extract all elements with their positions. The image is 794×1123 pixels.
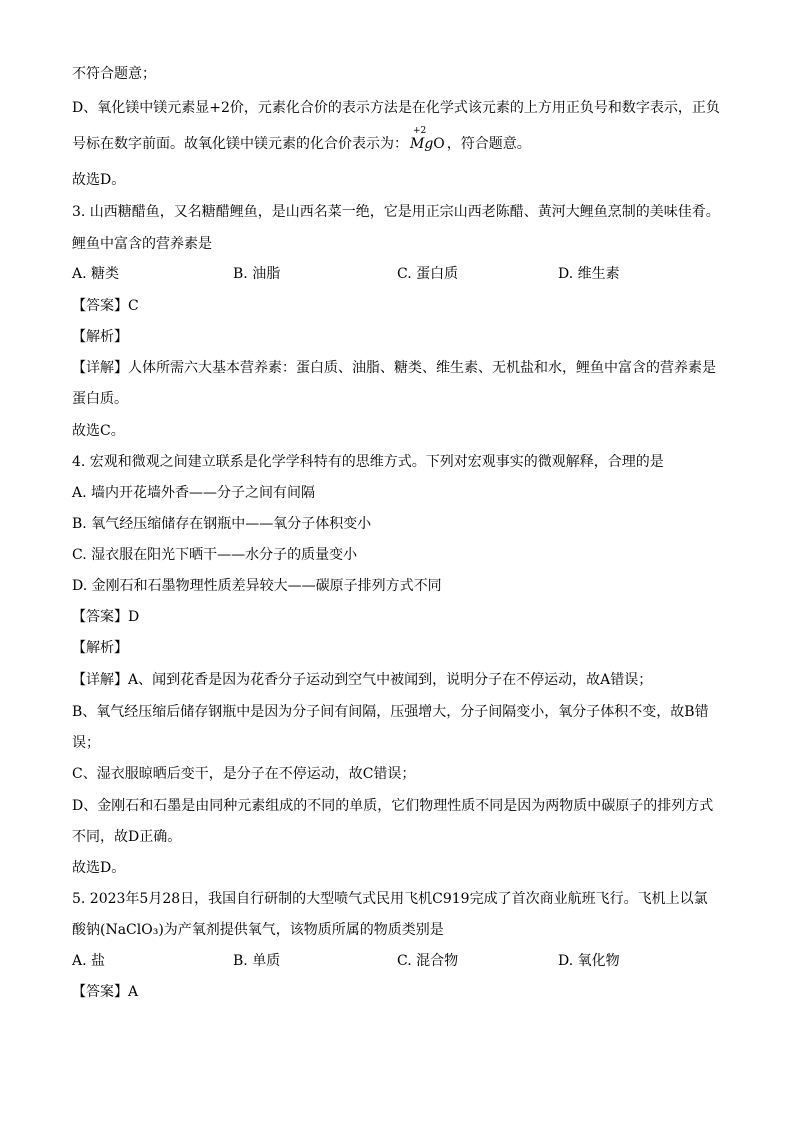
option-a: A. 盐	[72, 953, 106, 969]
question-3-stem: 3. 山西糖醋鱼，又名糖醋鲤鱼，是山西名菜一绝，它是用正宗山西老陈醋、黄河大鲤鱼烹制的美味佳肴。	[72, 204, 720, 220]
option-b: B. 氧气经压缩储存在钢瓶中——氧分子体积变小	[72, 516, 372, 532]
option-d: D. 金刚石和石墨物理性质差异较大——碳原子排列方式不同	[72, 578, 442, 594]
valence-superscript: +2	[413, 126, 427, 136]
valence-formula	[410, 126, 445, 154]
question-5-options	[72, 951, 732, 971]
conclusion-text: 故选C。	[72, 423, 125, 439]
option-a: A. 墙内开花墙外香——分子之间有间隔	[72, 485, 316, 501]
conclusion-text: 故选D。	[72, 860, 126, 876]
formula-element: Mg	[410, 136, 434, 152]
question-4-stem: 4. 宏观和微观之间建立联系是化学学科特有的思维方式。下列对宏观事实的微观解释，合理的是	[72, 454, 664, 470]
detail-text: D、金刚石和石墨是由同种元素组成的不同的单质，它们物理性质不同是因为两物质中碳原子的排列方式	[72, 798, 714, 814]
option-d: D. 维生素	[558, 266, 620, 282]
detail-text: 蛋白质。	[72, 391, 128, 407]
answer-label: 【答案】C	[72, 298, 139, 314]
text-span: ，符合题意。	[446, 136, 531, 152]
text-line: D、氧化镁中镁元素显+2价，元素化合价的表示方法是在化学式该元素的上方用正负号和数字表示，正负	[72, 100, 720, 116]
detail-text: 误；	[72, 735, 100, 751]
option-d: D. 氧化物	[558, 953, 620, 969]
option-b: B. 油脂	[233, 266, 281, 282]
question-5-stem: 5. 2023年5月28日，我国自行研制的大型喷气式民用飞机C919完成了首次商业航班飞行。飞机上以氯	[72, 891, 708, 907]
question-5-stem: 酸钠(NaClO₃)为产氧剂提供氧气，该物质所属的物质类别是	[72, 922, 444, 938]
formula-oxygen: O	[433, 136, 445, 152]
detail-text: 不同，故D正确。	[72, 829, 182, 845]
answer-label: 【答案】D	[72, 609, 140, 625]
option-c: C. 湿衣服在阳光下晒干——水分子的质量变小	[72, 547, 358, 563]
answer-label: 【答案】A	[72, 984, 139, 1000]
analysis-label: 【解析】	[72, 640, 128, 656]
analysis-label: 【解析】	[72, 329, 128, 345]
detail-text: C、湿衣服晾晒后变干，是分子在不停运动，故C错误；	[72, 766, 416, 782]
option-c: C. 混合物	[397, 953, 459, 969]
detail-text: B、氧气经压缩后储存钢瓶中是因为分子间有间隔，压强增大，分子间隔变小，氧分子体积不变，故B错	[72, 704, 709, 720]
text-line: 不符合题意；	[72, 66, 156, 82]
text-span: 号标在数字前面。故氧化镁中镁元素的化合价表示为：	[72, 136, 408, 152]
option-c: C. 蛋白质	[397, 266, 459, 282]
option-a: A. 糖类	[72, 266, 120, 282]
detail-text: 【详解】人体所需六大基本营养素：蛋白质、油脂、糖类、维生素、无机盐和水，鲤鱼中富含的营养素是	[72, 360, 716, 376]
question-3-options	[72, 264, 732, 284]
text-line: 故选D。	[72, 172, 126, 188]
text-line	[72, 126, 531, 152]
question-3-stem: 鲤鱼中富含的营养素是	[72, 236, 212, 252]
option-b: B. 单质	[233, 953, 281, 969]
detail-text: 【详解】A、闻到花香是因为花香分子运动到空气中被闻到，说明分子在不停运动，故A错误；	[72, 672, 653, 688]
